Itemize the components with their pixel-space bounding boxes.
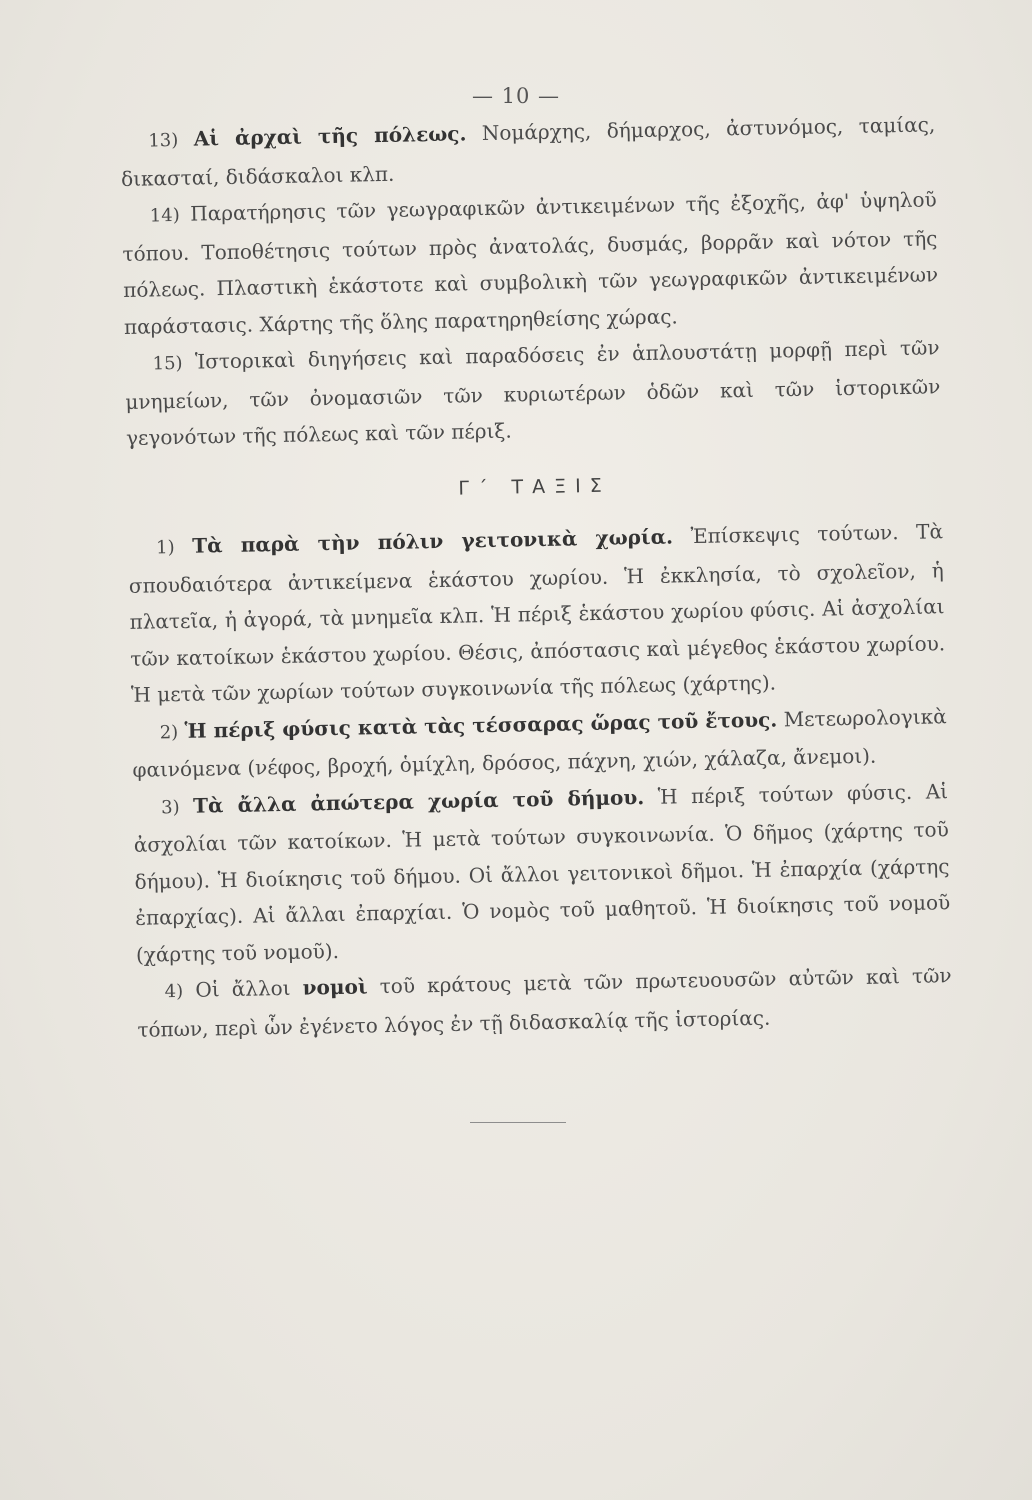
item-15 (124, 329, 941, 456)
item-text: Ἐπίσκεψις τούτων. Τὰ σπουδαιότερα ἀντικείμενα ἑκάστου χωρίου. Ἡ ἐκκλησία, τὸ σχολεῖον, ἡ πλατεῖα, ἡ ἀγορά, τὰ μνημεῖα κλπ. Ἡ πέριξ ἑκάστου χωρίου φύσις. Αἱ ἀσχολίαι τῶν κατοίκων ἑκάστου χωρίου. Θέσις, ἀπόστασις καὶ μέγεθος ἑκάστου χωρίου. Ἡ μετὰ τῶν χωρίων τούτων συγκοινωνία τῆς πόλεως (χάρτης). (128, 519, 946, 707)
item-number: 1) (155, 537, 175, 559)
item-number: 2) (159, 721, 179, 743)
item-number: 14) (149, 204, 180, 227)
item-text: Παρατήρησις τῶν γεωγραφικῶν ἀντικειμένων τῆς ἐξοχῆς, ἀφ' ὑψηλοῦ τόπου. Τοποθέτησις τούτων πρὸς ἀνατολάς, δυσμάς, βορρᾶν καὶ νότον τῆς πόλεως. Πλαστικὴ ἑκάστοτε καὶ συμβολικὴ τῶν γεωγραφικῶν ἀντικειμένων παράστασις. Χάρτης τῆς ὅλης παρατηρηθείσης χώρας. (122, 187, 939, 339)
item-14 (121, 181, 939, 345)
section-item-4 (136, 957, 952, 1048)
item-text: Ἱστορικαὶ διηγήσεις καὶ παραδόσεις ἐν ἁπλουστάτῃ μορφῇ περὶ τῶν μνημείων, τῶν ὀνομασιῶν τῶν κυριωτέρων ὁδῶν καὶ τῶν ἱστορικῶν γεγονότων τῆς πόλεως καὶ τῶν πέριξ. (125, 335, 941, 450)
item-text-pre: Οἱ ἄλλοι (182, 975, 303, 1002)
text-block (120, 106, 953, 1047)
item-text: Νομάρχης, δήμαρχος, ἀστυνόμος, ταμίας, δικασταί, διδάσκαλοι κλπ. (120, 112, 936, 191)
item-title: Αἱ ἀρχαὶ τῆς πόλεως. (193, 121, 467, 151)
item-title: Τὰ ἄλλα ἀπώτερα χωρία τοῦ δήμου. (192, 784, 645, 818)
item-title: νομοὶ (302, 974, 368, 1000)
section-item-1 (128, 513, 946, 713)
end-divider (470, 1122, 566, 1123)
item-text: Μετεωρολογικὰ φαινόμενα (νέφος, βροχή, ὁμίχλη, δρόσος, πάχνη, χιών, χάλαζα, ἄνεμοι). (132, 703, 947, 782)
section-item-3 (133, 773, 951, 973)
item-number: 4) (164, 980, 184, 1003)
item-number: 3) (160, 796, 180, 818)
item-title: Τὰ παρὰ τὴν πόλιν γειτονικὰ χωρία. (192, 524, 674, 558)
item-text: τοῦ κράτους μετὰ τῶν πρωτευουσῶν αὐτῶν καὶ τῶν τόπων, περὶ ὧν ἐγένετο λόγος ἐν τῇ διδασκαλίᾳ τῆς ἱστορίας. (137, 963, 952, 1042)
item-number: 13) (148, 129, 179, 152)
item-text: Ἡ πέριξ τούτων φύσις. Αἱ ἀσχολίαι τῶν κατοίκων. Ἡ μετὰ τούτων συγκοινωνία. Ὁ δῆμος (χάρτης τοῦ δήμου). Ἡ διοίκησις τοῦ δήμου. Οἱ ἄλλοι γειτονικοὶ δῆμοι. Ἡ ἐπαρχία (χάρτης ἐπαρχίας). Αἱ ἄλλαι ἐπαρχίαι. Ὁ νομὸς τοῦ μαθητοῦ. Ἡ διοίκησις τοῦ νομοῦ (χάρτης τοῦ νομοῦ). (133, 778, 951, 967)
page-number: — 10 — (471, 84, 561, 108)
section-heading: Γ΄ ΤΑΞΙΣ (458, 474, 611, 500)
item-title: Ἡ πέριξ φύσις κατὰ τὰς τέσσαρας ὥρας τοῦ ἔτους. (184, 706, 778, 743)
item-number: 15) (152, 352, 183, 375)
